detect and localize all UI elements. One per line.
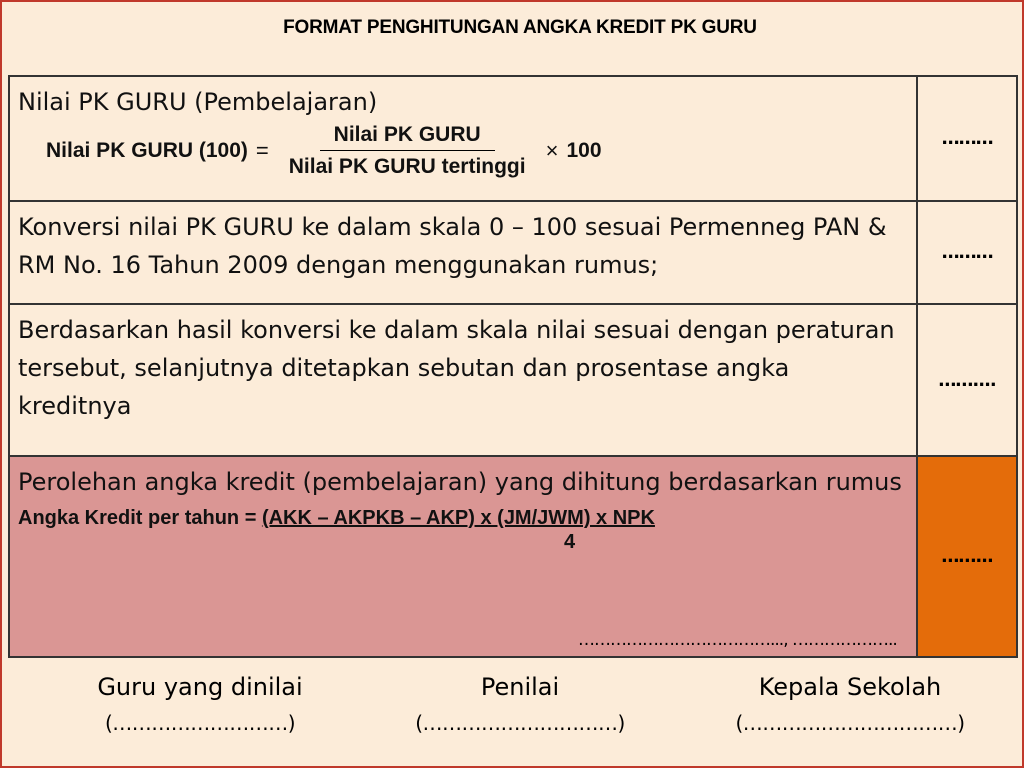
row-text: Nilai PK GURU (Pembelajaran) — [18, 88, 378, 116]
row-cell — [9, 76, 917, 201]
signature-role: Penilai — [480, 673, 560, 701]
table-row-highlight — [9, 456, 1017, 657]
formula-lhs: Nilai PK GURU (100) — [46, 139, 248, 162]
ak-formula — [18, 505, 908, 531]
formula-denominator: Nilai PK GURU tertinggi — [288, 155, 526, 178]
signature-name: (…………………………) — [415, 711, 625, 735]
row-cell — [9, 456, 917, 657]
formula-equals: = — [255, 138, 269, 163]
signature-role: Guru yang dinilai — [97, 673, 303, 701]
value-cell: …….... — [917, 304, 1017, 456]
page-title: FORMAT PENGHITUNGAN ANGKA KREDIT PK GURU — [283, 17, 757, 38]
table-row — [9, 304, 1017, 456]
formula-times: × — [545, 138, 559, 163]
table-row — [9, 76, 1017, 201]
value-cell: ……... — [917, 456, 1017, 657]
signature-penilai — [360, 670, 680, 740]
value-cell: ……… — [917, 76, 1017, 201]
formula-numerator: Nilai PK GURU — [320, 123, 495, 151]
value-cell: ……… — [917, 201, 1017, 304]
signature-role: Kepala Sekolah — [758, 673, 942, 701]
place-date-line: ………………………………..., ……………….. — [578, 630, 897, 650]
row-cell — [9, 201, 917, 304]
credit-table — [8, 75, 1018, 658]
signature-kepala-sekolah — [690, 670, 1010, 740]
formula-factor: 100 — [566, 139, 602, 162]
ak-expression: (AKK – AKPKB – AKP) x (JM/JWM) x NPK — [261, 507, 655, 529]
formula-fraction — [285, 123, 530, 179]
signature-guru — [40, 670, 360, 740]
row-text: Konversi nilai PK GURU ke dalam skala 0 – 100 sesuai Permenneg PAN & RM No. 16 Tahun 2009 dengan menggunakan rumus; — [18, 213, 887, 279]
row-text: Berdasarkan hasil konversi ke dalam skala nilai sesuai dengan peraturan tersebut, selanjutnya ditetapkan sebutan dan prosentase angka kreditnya — [18, 316, 895, 420]
ak-label: Angka Kredit per tahun = — [18, 507, 262, 529]
row-cell — [9, 304, 917, 456]
signature-name: (………………………) — [104, 711, 296, 735]
signature-name: (……………………………) — [735, 711, 965, 735]
ak-denominator: 4 — [564, 531, 576, 553]
table-row — [9, 201, 1017, 304]
pk-formula — [46, 123, 908, 179]
row-text: Perolehan angka kredit (pembelajaran) yang dihitung berdasarkan rumus — [18, 468, 902, 496]
